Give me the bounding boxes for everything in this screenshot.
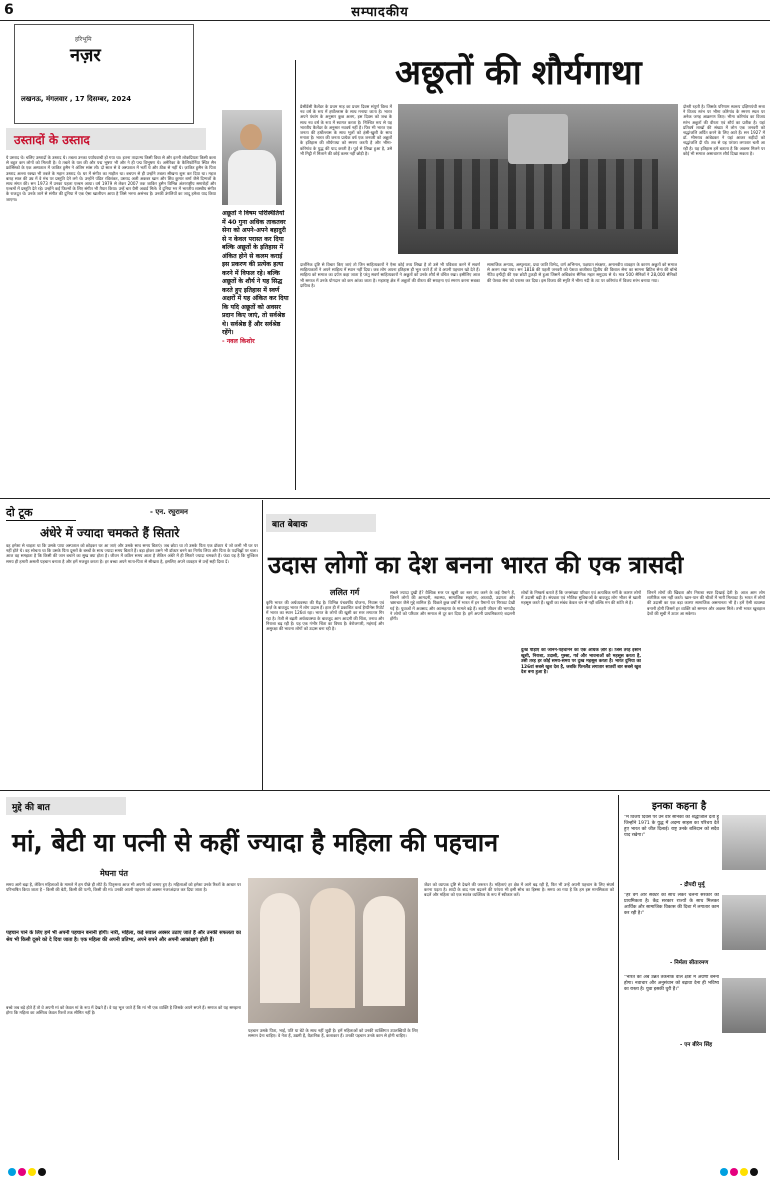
- editorial1-body: ये उस्ताद थे। चलिए उस्तादों के उस्ताद थे। तबला उनका पर्यायवाची हो गया था। इतना तादात्म्य किसी विधा से और इतनी लोकप्रियता किसी कला से बहुत कम लोगों को मिलती है। वे तबले के यश की और पद्म भूषण भी और ने ही पद्म विभूषण थे। अमेरिका के कैलिफोर्निया स्थित सैन फ्रांसिस्को के एक अस्पताल में जाकिर हुसैन ने अंतिम सांस ली। दो साल से वे अस्पताल में भर्ती थे और ठीक से नहीं थे। ज़ाकिर हुसैन के पिता उस्ताद अल्ला रक्खा भी तबले के महान उस्ताद थे। घर में संगीत का माहौल था। बचपन से ही उन्होंने तबला सीखना शुरू कर दिया था। महज बारह साल की उम्र में वे मंच पर प्रस्तुति देने लगे थे। उन्होंने पंडित रविशंकर, उस्ताद अली अकबर खान और शिव कुमार शर्मा जैसे दिग्गजों के साथ संगत की। सन 1973 में उनका पहला एल्बम आया। वर्ष 1979 से लेकर 2007 तक जाकिर हुसैन विभिन्न अंतरराष्ट्रीय समारोहों और एल्बमों में प्रस्तुति देते रहे। उन्होंने कई फिल्मों के लिए संगीत भी तैयार किया। उन्हें चार ग्रैमी अवार्ड मिले। वे दुनिया भर में भारतीय शास्त्रीय संगीत के राजदूत थे। उनके जाने से संगीत की दुनिया में एक ऐसा खालीपन आया है जिसे भरना असंभव है। उनकी उंगलियों का जादू हमेशा याद किया जाएगा।: [6, 155, 216, 202]
- quote1-photo: [722, 815, 766, 870]
- baat-bebak-label: बात बेबाक: [266, 514, 376, 532]
- mudde-highlight: पहचान पाने के लिए हमें भी अपनी पहचान बनानी होगी। नारी, महिला, कई सवाल अक्सर उठाए जाते हैं और उनकी सफलता का श्रेय भी किसी दूसरे को दे दिया जाता है। एक महिला की अपनी प्रतिभा, अपने सपने और अपनी आकांक्षाएं होती हैं।: [6, 930, 241, 943]
- top-rule: [0, 20, 770, 21]
- quote2-text: "हर वर्ग और सेक्टर को साथ लेकर चलना सरकार की प्राथमिकता है। केंद्र सरकार राज्यों के साथ मिलकर आर्थिक और सामाजिक विकास की दिशा में लगातार काम कर रही है।": [624, 893, 719, 916]
- mudde-col1: समय आगे बढ़ा है, लेकिन महिलाओं के मामले में हम पीछे ही लौटे हैं। पितृसत्ता आज भी अपनी जड़ें जमाए हुए है। महिलाओं को हमेशा उनके रिश्तों के आधार पर परिभाषित किया जाता है - किसी की बेटी, किसी की पत्नी, किसी की मां। उनकी अपनी पहचान को अक्सर नजरअंदाज कर दिया जाता है।: [6, 882, 241, 893]
- quote1-text: "मैं विजय दिवस पर उन वीर सैनिकों को श्रद्धांजलि देती हूं जिन्होंने 1971 के युद्ध में अदम्य साहस का परिचय देते हुए भारत को जीत दिलाई। राष्ट्र उनके बलिदान को सदैव याद रखेगा।": [624, 815, 719, 838]
- main-article-photo: [398, 104, 678, 254]
- quote2-photo: [722, 895, 766, 950]
- registration-marks-right: [720, 1168, 758, 1176]
- main-article-title: अछूतों की शौर्यगाथा: [395, 53, 642, 93]
- baat-bebak-author: ललित गर्ग: [330, 588, 360, 597]
- section-title: सम्पादकीय: [300, 2, 460, 21]
- quote1-author: - द्रौपदी मुर्मू: [680, 882, 705, 888]
- page-number: 6: [4, 2, 14, 18]
- author-photo: [222, 110, 282, 205]
- registration-marks-left: [8, 1168, 46, 1176]
- baat-bebak-title: उदास लोगों का देश बनना भारत की एक त्रासदी: [268, 551, 684, 579]
- mudde-col4: जेंडर को व्यापक दृष्टि से देखने की जरूरत है। महिलाएं हर क्षेत्र में आगे बढ़ रही हैं, फिर भी उन्हें अपनी पहचान के लिए संघर्ष करना पड़ता है। शादी के बाद नाम बदलने की परंपरा भी इसी सोच का हिस्सा है। समय आ गया है कि हम इस मानसिकता को बदलें और महिला को एक स्वतंत्र व्यक्तित्व के रूप में स्वीकार करें।: [424, 882, 614, 898]
- quote3-text: "भारत को अब उन्नत तकनीक वाले क्षेत्रों में अग्रणी बनना होगा। नवाचार और अनुसंधान को बढ़ावा देना ही भविष्य का रास्ता है। युवा इसकी धुरी हैं।": [624, 975, 719, 992]
- main-col2: दार्शनिक दृष्टि से विचार किए जाएं तो जिन साहित्यकारों ने ऐसा कोई तथ्य लिखा है तो उसे भी पवित्रता करने में सवर्ण साहित्यकारों ने अपने साहित्य में स्थान नहीं दिया। जब लोग अपना इतिहास ही भूल जाते हैं तो वे अपनी पहचान खो देते हैं। साहित्य को समाज का दर्पण कहा जाता है परंतु सवर्ण साहित्यकारों ने अछूतों को उनके शौर्य से वंचित रखा। इसीलिए आज भी समाज में उनके योगदान को कम आंका जाता है। महाराष्ट्र क्षेत्र में अछूतों की वीरता की सराहना एवं स्मरण करना सबका दायित्व है।: [300, 262, 480, 288]
- baat-col3: शोधों के निष्कर्ष बताते हैं कि जनसंख्या परिवार एवं अत्यधिक गर्मी के कारण लोगों में उदासी बढ़ी है। संपन्नता एवं भौतिक सुविधाओं के बावजूद लोग भीतर से खाली महसूस करते हैं। खुशी का संबंध केवल धन से नहीं बल्कि मन की शांति से है।: [521, 590, 641, 606]
- dateline: लखनऊ, मंगलवार , 17 दिसम्बर, 2024: [21, 95, 132, 103]
- baat-col2: सबसे ज्यादा दुखी है? वैश्विक स्तर पर खुशी का स्तर तय करने के कई पैमाने हैं, जिनमें लोगों की आमदनी, स्वास्थ्य, सामाजिक सहयोग, आजादी, उदारता और भ्रष्टाचार जैसे मुद्दे शामिल हैं। पिछले कुछ वर्षों में भारत में इन पैमानों पर गिरावट देखी गई है। युवाओं में अवसाद और आत्महत्या के मामले बढ़े हैं। शहरी जीवन की भागदौड़ ने लोगों को परिवार और समाज से दूर कर दिया है। हमें अपनी प्राथमिकताएं बदलनी होंगी।: [390, 590, 515, 622]
- masthead-brand-small: हरिभूमि: [75, 36, 92, 43]
- lower-rule: [0, 790, 770, 791]
- baat-col1: कृषि भारत की अर्थव्यवस्था की रीढ़ है। विभिन्न पंचवर्षीय योजना, निवास एवं कर्ज़ के बावजूद भारत में लोग उदास हैं। हाल ही में प्रकाशित वर्ल्ड हैप्पीनेस रिपोर्ट में भारत का स्थान 126वां रहा। भारत के लोगों की खुशी का स्तर लगातार गिर रहा है। तेजी से बढ़ती अर्थव्यवस्था के बावजूद आम आदमी की चिंता, तनाव और निराशा बढ़ रही है। यह एक गंभीर चिंता का विषय है। बेरोजगारी, महंगाई और असुरक्षा की भावना लोगों को उदास बना रही है।: [266, 600, 384, 632]
- quote-text: अछूतों ने विषम परिस्थितियों में 40 गुना अधिक ताकतवर सेना को अपने-अपने बहादुरी से न केवल परास्त कर दिया बल्कि अछूतों के इतिहास में अंकित होने से कलम कराई इस प्रकरण की प्रत्येक हत्या करने में विफल रहे। बल्कि अछूतों के शौर्य ने यह सिद्ध करते हुए इतिहास में स्वर्ण अक्षरों में यह अंकित कर दिया कि यदि अछूतों को अवसर प्रदान किए जाएं, तो सर्वश्रेष्ठ थे। सर्वश्रेष्ठ हैं और सर्वश्रेष्ठ रहेंगे।: [222, 210, 289, 336]
- do-took-title: अंधेरे में ज्यादा चमकते हैं सितारे: [40, 526, 180, 540]
- quote3-photo: [722, 978, 766, 1033]
- main-col3: सामाजिक अन्याय, अस्पृश्यता, प्रथा जाति विभेद, वर्ण अभिमान, पक्षपात संरक्षण, अमानवीय व्यवहार के कारण अछूतों को समाज से अलग रखा गया। सन 1818 की पहली जनवरी को पेशवा बाजीराव द्वितीय की विशाल सेना का सामना ब्रिटिश सेना की बॉम्बे नेटिव इन्फैंट्री की एक छोटी टुकड़ी से हुआ जिसमें अधिकांश सैनिक महार समुदाय से थे। मात्र 500 सैनिकों ने 28,000 सैनिकों की पेशवा सेना को परास्त कर दिया। इस विजय की स्मृति में भीमा नदी के तट पर कोरेगांव में विजय स्तंभ बनाया गया।: [487, 262, 677, 283]
- quote-box: [222, 210, 290, 480]
- masthead-box: [14, 24, 194, 124]
- quotes-box-title: इनका कहना है: [652, 801, 707, 812]
- mid-rule: [0, 498, 770, 499]
- mudde-author: मेघना पंत: [100, 869, 128, 878]
- baat-highlight: दुःख पीड़ाएं को जानने-पहचानने का एक अधिक ज़ोर है। जिस तरह इंसान खुशी, निराशा, उदासी, गुस्सा, गर्व और भावनाओं को महसूस करता है, उसी तरह हर कोई समय-समय पर दुःख महसूस करता है। भारत दुनिया का 126वां सबसे खुश देश है, जबकि फिनलैंड लगातार सातवीं बार सबसे खुश देश बना हुआ है।: [521, 648, 641, 676]
- masthead-brand: नज़र: [70, 45, 101, 66]
- baat-col4: जिनमें लोगों की खिन्नता और निराशा स्पष्ट दिखाई देती है। आज आम लोग शारीरिक श्रम नहीं करते। खान-पान की चीजों में भारी मिलावट है। भारत में लोगों की उदासी का एक बड़ा कारण सामाजिक असमानता भी है। हमें ऐसी व्यवस्था बनानी होगी जिसमें हर व्यक्ति को सम्मान और अवसर मिले। तभी भारत खुशहाल देशों की सूची में ऊपर आ सकेगा।: [647, 590, 765, 616]
- main-col1: प्रेसीडेंसी कैलेंडर के प्रथम माह का प्रथम दिवस संपूर्ण विश्व में नव वर्ष के रूप में हर्षोल्लास के साथ मनाया जाता है। भारत अपने पंचांग के अनुसार कुछ अलग, इस दिवस को जश्न के साथ नव वर्ष के रूप में स्वागत करता है। निश्चित रूप से यह भारतीय कैलेंडर के अनुसार नववर्ष नहीं है। फिर भी भारत एक जनता की हर्षोल्लास के साथ भूलों को हंसी-ख़ुशी के साथ मनाता है। भारत की जनता प्रत्येक वर्ष एक जनवरी को अछूतों के इतिहास की शौर्यगाथा को स्मरण करती है और भीमा-कोरेगांव के युद्ध की याद करती है। पूर्व से लिखा हुआ है, उसे भी मिट्टी में मिलाने की कोई कसर नहीं छोड़ी है।: [300, 104, 392, 156]
- quote2-author: - निर्मला सीतारमण: [670, 960, 709, 966]
- do-took-author: - एन. रघुरामन: [150, 508, 188, 516]
- divider-vertical-2: [262, 500, 263, 790]
- mudde-col2: बच्चे जब बड़े होते हैं तो वे अपनी मां को केवल मां के रूप में देखते हैं। वे यह भूल जाते हैं कि मां भी एक व्यक्ति है जिसके अपने सपने हैं। समाज को यह समझना होगा कि महिला का अस्तित्व केवल रिश्तों तक सीमित नहीं है।: [6, 1005, 241, 1016]
- do-took-label: दो टूक: [6, 505, 76, 521]
- main-col4: दोस्ती रहती है। जिसके परिणाम स्वरूप दक्षिणपंथी सत्ता ने विजय स्तंभ पर भीमा कोरेगांव के स्मरण स्थल पर अनेक जगह आक्रमण किए। भीमा कोरेगांव का विजय स्तंभ अछूतों की वीरता एवं शौर्य का प्रतीक है। यहां प्रतिवर्ष लाखों की संख्या में लोग एक जनवरी को श्रद्धांजलि अर्पित करने के लिए आते हैं। सन 1927 में डॉ. भीमराव आंबेडकर ने यहां आकर शहीदों को श्रद्धांजलि दी थी। तब से यह परंपरा लगातार चली आ रही है। यह इतिहास हमें बताता है कि अवसर मिलने पर कोई भी समाज असाधारण शौर्य दिखा सकता है।: [683, 104, 765, 156]
- divider-vertical: [295, 60, 296, 490]
- quote-author: - नवल किशोर: [222, 337, 255, 345]
- divider-vertical-3: [618, 795, 619, 1160]
- mudde-label: मुद्दे की बात: [6, 797, 126, 815]
- mudde-title: मां, बेटी या पत्नी से कहीं ज्यादा है महिला की पहचान: [12, 828, 499, 857]
- do-took-body: वह हमेशा से चाहता था कि उसके पापा अस्पताल को छोड़कर घर आ जाएं और उसके साथ समय बिताएं। जब छोटा था तो उसके पिता एक डॉक्टर थे जो कभी भी घर पर नहीं होते थे। वह सोचता था कि उसके पिता दूसरों के बच्चों के साथ ज्यादा समय बिताते हैं। बड़ा होकर उसने भी डॉक्टर बनने का निर्णय लिया और पिता के पदचिह्नों पर चला। आज वह समझता है कि किसी की जान बचाने का सुख क्या होता है। जीवन में कठिन समय आता है लेकिन अंधेरे में ही सितारे ज्यादा चमकते हैं। फंडा यह है कि मुश्किल समय ही हमारी असली पहचान बनाता है और हमें मजबूत करता है। हर बच्चा अपने माता-पिता से सीखता है, इसलिए अपने व्यवहार से उन्हें सही दिशा दें।: [6, 543, 258, 564]
- editorial1-title: उस्तादों के उस्ताद: [6, 128, 206, 150]
- mudde-photo: [248, 878, 418, 1023]
- quote3-author: - एन बीरेन सिंह: [680, 1042, 713, 1048]
- mudde-col3: पहचान उसके पिता, भाई, पति या बेटे के साथ नहीं जुड़ी है। हमें महिलाओं को उनकी व्यक्तिगत उपलब्धियों के लिए सम्मान देना चाहिए। वे नेता हैं, उद्यमी हैं, वैज्ञानिक हैं, कलाकार हैं। उनकी पहचान उनके काम से होनी चाहिए।: [248, 1028, 418, 1039]
